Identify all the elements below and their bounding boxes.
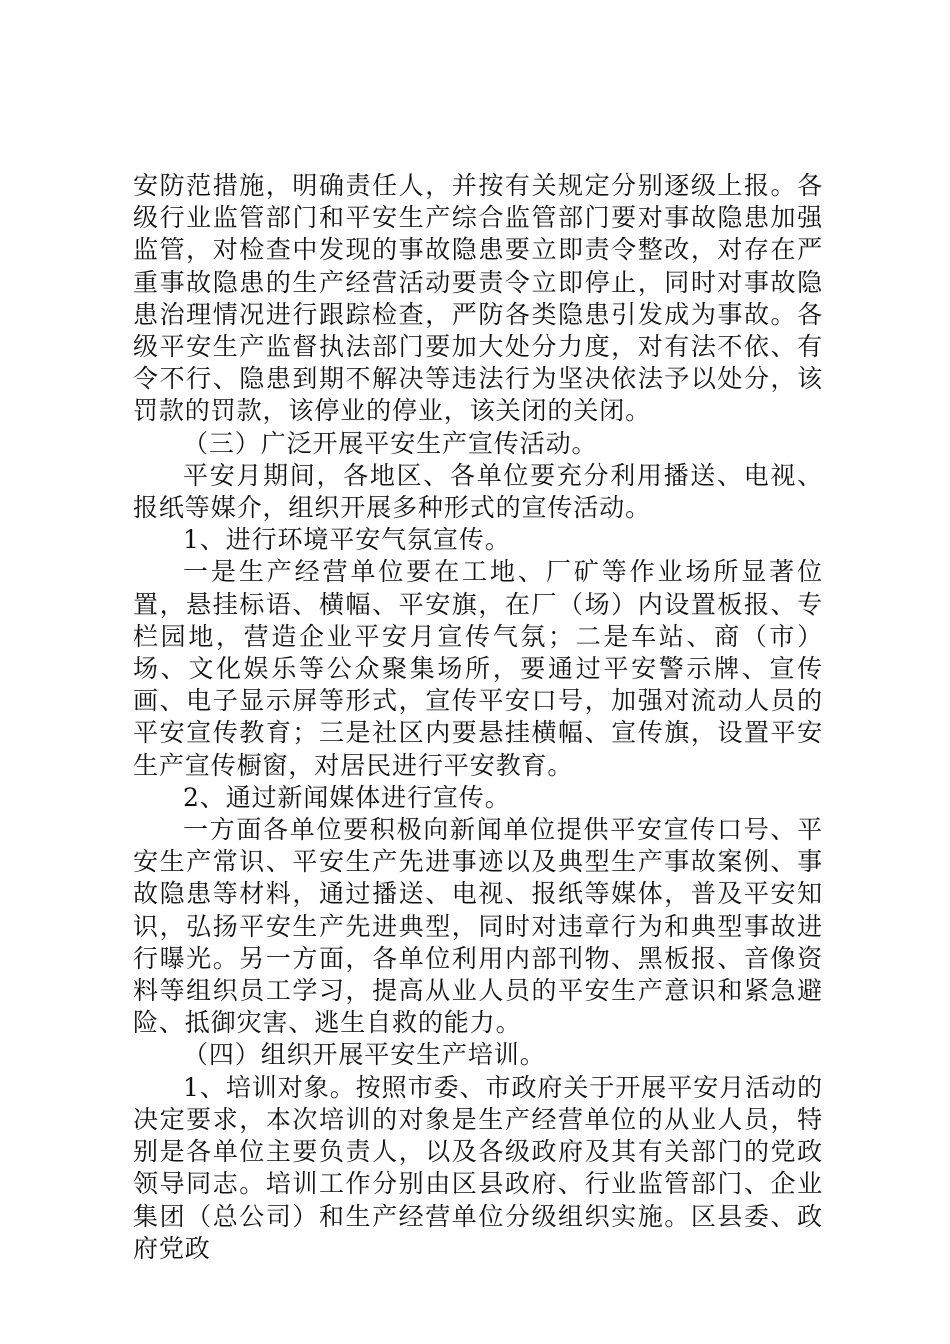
- paragraph-environment-publicity: 一是生产经营单位要在工地、厂矿等作业场所显著位置，悬挂标语、横幅、平安旗，在厂（场）内设置板报、专栏园地，营造企业平安月宣传气氛；二是车站、商（市）场、文化娱乐等公众聚集场所，要通过平安警示牌、宣传画、电子显示屏等形式，宣传平安口号，加强对流动人员的平安宣传教育；三是社区内要悬挂横幅、宣传旗，设置平安生产宣传橱窗，对居民进行平安教育。: [133, 557, 823, 780]
- section-heading-3: （三）广泛开展平安生产宣传活动。: [183, 428, 598, 458]
- paragraph-media-publicity: 一方面各单位要积极向新闻单位提供平安宣传口号、平安生产常识、平安生产先进事迹以及典型生产事故案例、事故隐患等材料，通过播送、电视、报纸等媒体，普及平安知识，弘扬平安生产先进典型，同时对违章行为和典型事故进行曝光。另一方面，各单位利用内部刊物、黑板报、音像资料等组织员工学习，提高从业人员的平安生产意识和紧急避险、抵御灾害、逃生自救的能力。: [133, 815, 823, 1038]
- subheading-media-publicity: 2、通过新闻媒体进行宣传。: [183, 782, 511, 812]
- document-body: [133, 170, 823, 1265]
- paragraph-training-targets: 1、培训对象。按照市委、市政府关于开展平安月活动的决定要求，本次培训的对象是生产经营单位的从业人员，特别是各单位主要负责人，以及各级政府及其有关部门的党政领导同志。培训工作分别由区县政府、行业监管部门、企业集团（总公司）和生产经营单位分级组织实施。区县委、政府党政: [133, 1072, 823, 1263]
- paragraph-publicity-intro: 平安月期间，各地区、各单位要充分利用播送、电视、报纸等媒介，组织开展多种形式的宣传活动。: [133, 460, 823, 523]
- subheading-environment-publicity: 1、进行环境平安气氛宣传。: [183, 525, 511, 555]
- section-heading-4: （四）组织开展平安生产培训。: [183, 1040, 546, 1070]
- paragraph-continuation: 安防范措施，明确责任人，并按有关规定分别逐级上报。各级行业监管部门和平安生产综合监管部门要对事故隐患加强监管，对检查中发现的事故隐患要立即责令整改，对存在严重事故隐患的生产经营活动要责令立即停止，同时对事故隐患治理情况进行跟踪检查，严防各类隐患引发成为事故。各级平安生产监督执法部门要加大处分力度，对有法不依、有令不行、隐患到期不解决等违法行为坚决依法予以处分，该罚款的罚款，该停业的停业，该关闭的关闭。: [133, 171, 823, 426]
